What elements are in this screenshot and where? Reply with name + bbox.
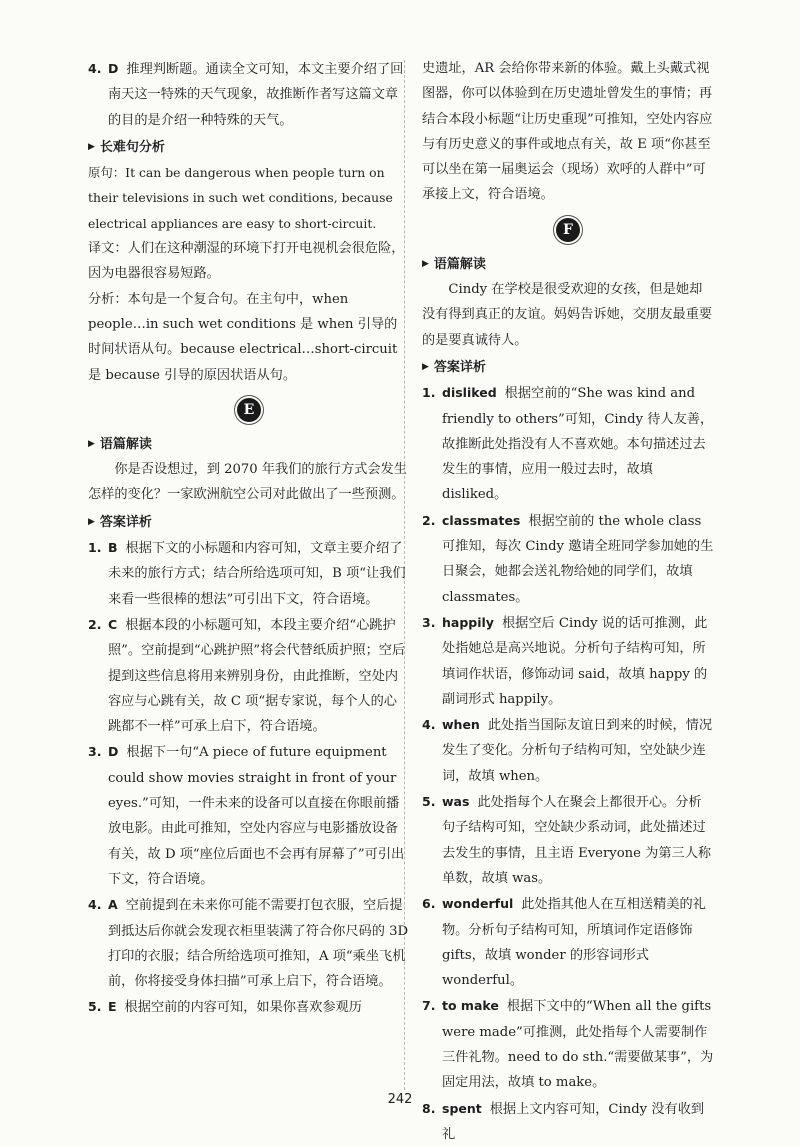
answers-heading-f: ▶ 答案详析	[422, 355, 714, 380]
reading-heading-e: ▶ 语篇解读	[88, 432, 410, 457]
triangle-bullet-icon: ▶	[88, 516, 95, 527]
answer-item: 3. D 根据下一句“A piece of future equipment could show movies straight in front of your eyes.”可知，一件未来的设备可以直接在你眼前播放电影。由此可推知，空处内容应与电影播放设备有关，故 D 项“座位后面也不会再有屏幕了”可引出下文，符合语境。	[88, 744, 405, 887]
left-column	[88, 56, 410, 1021]
answer-item: 6. wonderful 此处指其他人在互相送精美的礼物。分析句子结构可知，所填词作定语修饰 gifts，故填 wonder 的形容词形式 wonderful。	[422, 896, 706, 989]
answer-item: 5. was 此处指每个人在聚会上都很开心。分析句子结构可知，空处缺少系动词，此处描述过去发生的事情，且主语 Everyone 为第三人称单数，故填 was。	[422, 794, 712, 886]
answer-item: 4. when 此处指当国际友谊日到来的时候，情况发生了变化。分析句子结构可知，空处缺少连词，故填 when。	[422, 717, 713, 784]
triangle-bullet-icon: ▶	[422, 258, 429, 269]
answer-item: 5. E 根据空前的内容可知，如果你喜欢参观历	[88, 999, 362, 1016]
answer-item: 4. A 空前提到在未来你可能不需要打包衣服，空后提到抵达后你就会发现衣柜里装满了符合你尺码的 3D 打印的衣服；结合所给选项可推知，A 项“乘坐飞机前，你将接受身体扫描”可承上启下，符合语境。	[88, 897, 409, 990]
reading-heading-f: ▶ 语篇解读	[422, 252, 714, 277]
long-sentence-heading: ▶ 长难句分析	[88, 135, 410, 160]
answer-item: 2. classmates 根据空前的 the whole class 可推知，每次 Cindy 邀请全班同学参加她的生日聚会，她都会送礼物给她的同学们，故填 classmates。	[422, 512, 714, 605]
section-badge-e: E	[237, 398, 261, 422]
item-explanation: 推理判断题。通读全文可知，本文主要介绍了回南天这一特殊的天气现象，故推断作者写这篇文章的目的是介绍一种特殊的天气。	[108, 62, 404, 128]
answer-item: 1. disliked 根据空前的“She was kind and friendly to others”可知，Cindy 待人友善，故推断此处指没有人不喜欢她。本句描述过去发生的事情，应用一般过去时，故填 disliked。	[422, 385, 714, 503]
triangle-bullet-icon: ▶	[88, 141, 95, 152]
original-sentence: 原句：It can be dangerous when people turn on their televisions in such wet conditions, because electrical appliances are easy to short-circuit.	[88, 165, 393, 231]
answer-item: 2. C 根据本段的小标题可知，本段主要介绍“心跳护照”。空前提到“心跳护照”将会代替纸质护照；空后提到这些信息将用来辨别身份，由此推断，空处内容应与心跳有关，故 C 项“据专家说，每个人的心跳都不一样”可承上启下，符合语境。	[88, 616, 406, 735]
item-number: 4.	[88, 61, 102, 76]
reading-summary-f: Cindy 在学校是很受欢迎的女孩，但是她却没有得到真正的友谊。妈妈告诉她，交朋友最重要的是要真诚待人。	[422, 282, 713, 348]
item-answer: D	[108, 61, 119, 76]
section-badge-f: F	[556, 218, 580, 242]
answer-d-q4	[88, 56, 410, 133]
sentence-analysis: 分析：本句是一个复合句。在主句中，when people…in such wet conditions 是 when 引导的时间状语从句。because electrical…short-circuit 是 because 引导的原因状语从句。	[88, 291, 398, 383]
answer-item: 7. to make 根据下文中的“When all the gifts were made”可推测，此处指每个人需要制作三件礼物。need to do sth.“需要做某事”，为固定用法，故填 to make。	[422, 998, 714, 1091]
translation: 译文：人们在这种潮湿的环境下打开电视机会很危险，因为电器很容易短路。	[88, 241, 405, 282]
answer-item: 1. B 根据下文的小标题和内容可知，文章主要介绍了未来的旅行方式；结合所给选项可知，B 项“让我们来看一些很棒的想法”可引出下文，符合语境。	[88, 540, 406, 607]
answer-item: 3. happily 根据空后 Cindy 说的话可推测，此处指她总是高兴地说。分析句子结构可知，所填词作状语，修饰动词 said，故填 happy 的副词形式 happily。	[422, 614, 708, 707]
reading-summary-e: 你是否设想过，到 2070 年我们的旅行方式会发生怎样的变化？一家欧洲航空公司对此做出了一些预测。	[88, 462, 407, 503]
triangle-bullet-icon: ▶	[422, 361, 429, 372]
answer-item: 8. spent 根据上文内容可知，Cindy 没有收到礼	[422, 1100, 705, 1142]
page-number: 242	[387, 1092, 413, 1107]
answer-e5-continued: 史遗址，AR 会给你带来新的体验。戴上头戴式视图器，你可以体验到在历史遗址曾发生的事情；再结合本段小标题“让历史重现”可推知，空处内容应与有历史意义的事件或地点有关，故 E 项“你甚至可以坐在第一届奥运会（现场）欢呼的人群中”可承接上文，符合语境。	[422, 61, 713, 203]
right-column	[422, 56, 714, 1147]
answers-heading-e: ▶ 答案详析	[88, 510, 410, 535]
triangle-bullet-icon: ▶	[88, 438, 95, 449]
